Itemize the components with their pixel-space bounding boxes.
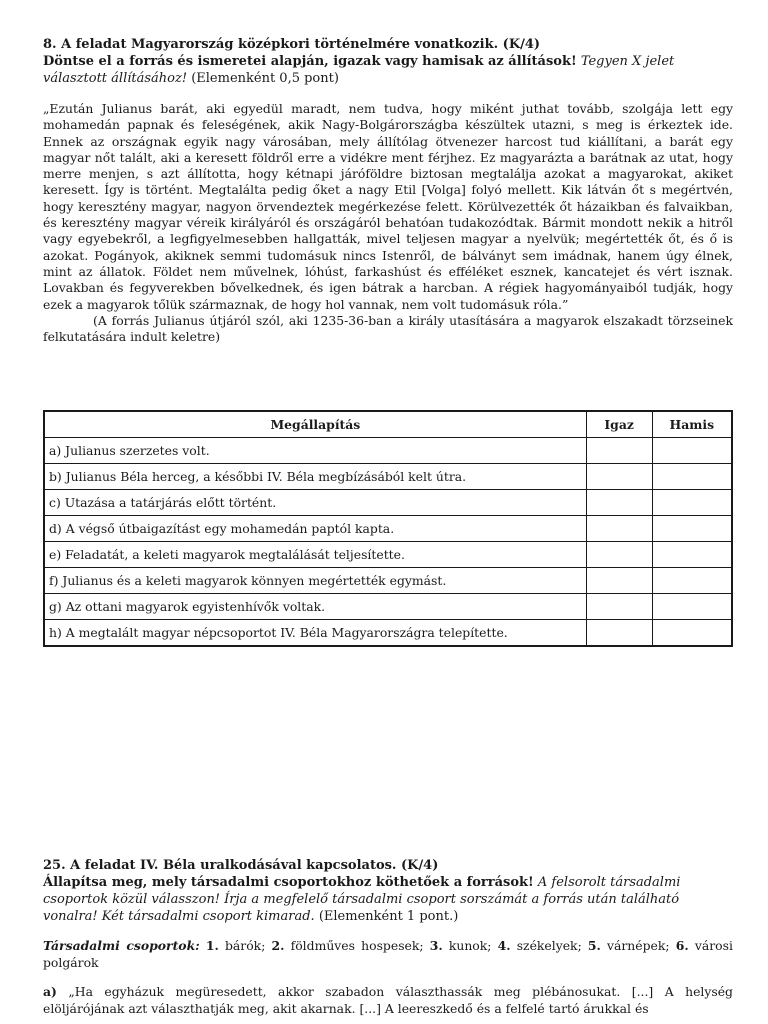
header-true: Igaz	[586, 411, 652, 438]
table-header-row	[44, 411, 732, 438]
false-answer-cell[interactable]	[652, 490, 732, 516]
item-a-label: a)	[43, 984, 57, 999]
statement-cell: d) A végső útbaigazítást egy mohamedán paptól kapta.	[44, 516, 586, 542]
table-row	[44, 594, 732, 620]
true-answer-cell[interactable]	[586, 620, 652, 647]
false-answer-cell[interactable]	[652, 568, 732, 594]
table-row	[44, 620, 732, 647]
false-answer-cell[interactable]	[652, 594, 732, 620]
social-groups-label: Társadalmi csoportok:	[43, 938, 200, 953]
task8-instruction	[43, 53, 733, 87]
table-row	[44, 542, 732, 568]
true-false-table	[43, 410, 733, 647]
table-row	[44, 438, 732, 464]
true-answer-cell[interactable]	[586, 490, 652, 516]
group-number: 5.	[587, 938, 601, 953]
true-answer-cell[interactable]	[586, 516, 652, 542]
table-row	[44, 464, 732, 490]
task8-instruction-main: Döntse el a forrás és ismeretei alapján, igazak vagy hamisak az állítások!	[43, 54, 577, 69]
table-row	[44, 490, 732, 516]
false-answer-cell[interactable]	[652, 464, 732, 490]
group-name: földműves hospesek;	[290, 938, 424, 953]
task25-points: (Elemenként 1 pont.)	[318, 909, 459, 924]
social-groups-list	[43, 937, 733, 971]
task25-instruction-note: A felsorolt társadalmi csoportok közül válasszon! Írja a megfelelő társadalmi csoport sorszámát a forrás után található vonalra! Két társadalmi csoport kimarad.	[43, 875, 681, 924]
group-name: bárók;	[224, 938, 266, 953]
group-number: 6.	[675, 938, 689, 953]
task25-title: 25. A feladat IV. Béla uralkodásával kapcsolatos. (K/4)	[43, 858, 439, 873]
task8-points: (Elemenként 0,5 pont)	[191, 71, 339, 86]
false-answer-cell[interactable]	[652, 516, 732, 542]
group-name: székelyek;	[516, 938, 582, 953]
statement-cell: f) Julianus és a keleti magyarok könnyen megértették egymást.	[44, 568, 586, 594]
task8-instruction-note: Tegyen X jelet választott állításához!	[43, 54, 675, 86]
group-number: 1.	[205, 938, 219, 953]
header-statement: Megállapítás	[44, 411, 586, 438]
source-item-a	[43, 983, 733, 1017]
true-answer-cell[interactable]	[586, 438, 652, 464]
task25-instruction	[43, 874, 733, 925]
group-name: kunok;	[448, 938, 492, 953]
statement-cell: c) Utazása a tatárjárás előtt történt.	[44, 490, 586, 516]
true-answer-cell[interactable]	[586, 542, 652, 568]
statement-cell: g) Az ottani magyarok egyistenhívők voltak.	[44, 594, 586, 620]
statement-cell: e) Feladatát, a keleti magyarok megtalálását teljesítette.	[44, 542, 586, 568]
group-name: városi polgárok	[43, 938, 733, 970]
task8-section	[43, 36, 733, 640]
task25-section	[43, 857, 733, 1017]
statement-cell: h) A megtalált magyar népcsoportot IV. Béla Magyarországra telepítette.	[44, 620, 586, 647]
table-row	[44, 516, 732, 542]
group-number: 3.	[429, 938, 443, 953]
source-quote: „Ezután Julianus barát, aki egyedül maradt, nem tudva, hogy miként juthat tovább, szolgája lett egy mohamedán papnak és feleségének, akik Nagy-Bolgárországba készültek utazni, s meg is érkeztek ide. Ennek az országnak egyik nagy városában, mely állítólag ötvenezer harcost tud kiállítani, a barát egy magyar nőt talált, aki a keresett földről erre a vidékre ment férjhez. Ez magyarázta a barátnak az utat, hogy merre menjen, s azt állította, hogy kétnapi járóföldre biztosan megtalálja azokat a magyarokat, akiket keresett. Így is történt. Megtalálta pedig őket a nagy Etil [Volga] folyó mellett. Kik látván őt s megértvén, hogy keresztény magyar, nagyon örvendeztek megérkezése felett. Körülvezették őt házaikban és falvaikban, és keresztény magyar véreik királyáról és országáról behatóan tudakozódtak. Bármit mondott nekik a hitről vagy egyebekről, a legfigyelmesebben hallgatták, mivel teljesen magyar a nyelvük; megértették őt, és ő is azokat. Pogányok, akiknek semmi tudomásuk nincs Istenről, de bálványt sem imádnak, hanem úgy élnek, mint az állatok. Földet nem művelnek, lóhúst, farkashúst és efféléket esznek, kancatejet és vért isznak. Lovakban és fegyverekben bővelkednek, és igen bátrak a harcban. A régiek hagyományaiból tudják, hogy ezek a magyarok tőlük származnak, de hogy hol vannak, nem volt tudomásuk róla.”	[43, 101, 733, 312]
source-caption: (A forrás Julianus útjáról szól, aki 1235-36-ban a király utasítására a magyarok elszakadt törzseinek felkutatására indult keletre)	[43, 312, 733, 345]
group-number: 4.	[497, 938, 511, 953]
false-answer-cell[interactable]	[652, 438, 732, 464]
false-answer-cell[interactable]	[652, 542, 732, 568]
group-number: 2.	[271, 938, 285, 953]
group-name: várnépek;	[607, 938, 670, 953]
statement-cell: a) Julianus szerzetes volt.	[44, 438, 586, 464]
true-answer-cell[interactable]	[586, 594, 652, 620]
false-answer-cell[interactable]	[652, 620, 732, 647]
item-a-text: „Ha egyházuk megüresedett, akkor szabadon választhassák meg plébánosukat. [...] A helység elöljárójának azt választhatják meg, akit akarnak. [...] A leereszkedő és a felfelé tartó árukkal és	[43, 984, 733, 1016]
task8-title: 8. A feladat Magyarország középkori történelmére vonatkozik. (K/4)	[43, 37, 541, 52]
statement-cell: b) Julianus Béla herceg, a későbbi IV. Béla megbízásából kelt útra.	[44, 464, 586, 490]
true-answer-cell[interactable]	[586, 464, 652, 490]
task25-instruction-main: Állapítsa meg, mely társadalmi csoportokhoz köthetőek a források!	[43, 875, 534, 890]
true-answer-cell[interactable]	[586, 568, 652, 594]
header-false: Hamis	[652, 411, 732, 438]
table-row	[44, 568, 732, 594]
